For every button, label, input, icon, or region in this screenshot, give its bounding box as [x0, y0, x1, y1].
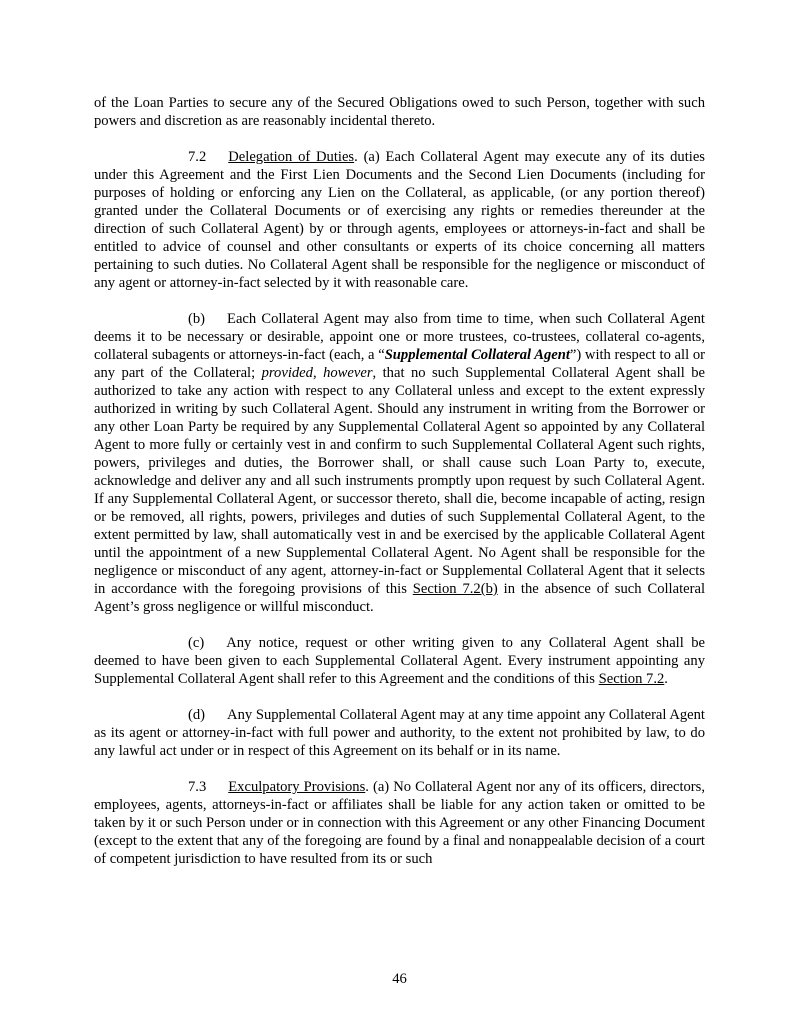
- document-page: [94, 94, 705, 886]
- subsection-label: (c): [188, 635, 205, 651]
- section-heading: Delegation of Duties: [228, 149, 355, 165]
- paragraph-text: .: [664, 671, 668, 687]
- paragraph-section-7-2-a: [94, 148, 705, 292]
- paragraph-section-7-3-a: [94, 778, 705, 868]
- section-text: . (a) Each Collateral Agent may execute any of its duties under this Agreement and the First Lien Documents and the Second Lien Documents (including for purposes of holding or enforcing any Lien on the Collateral, as applicable, (or any portion thereof) granted under the Collateral Documents or of exercising any rights or remedies thereunder at the direction of such Collateral Agent) by or through agents, employees or attorneys-in-fact and shall be entitled to advice of counsel and other consultants or experts of its choice concerning all matters pertaining to such duties. No Collateral Agent shall be responsible for the negligence or misconduct of any agent or attorney-in-fact selected by it with reasonable care.: [94, 149, 705, 291]
- paragraph-section-7-2-b: [94, 310, 705, 616]
- subsection-label: (b): [188, 311, 206, 327]
- paragraph-text: Any notice, request or other writing given to any Collateral Agent shall be deemed to have been given to each Supplemental Collateral Agent. Every instrument appointing any Supplemental Collateral Agent shall refer to this Agreement and the conditions of this: [94, 635, 705, 687]
- section-number: 7.2: [188, 149, 207, 165]
- section-text: . (a) No Collateral Agent nor any of its officers, directors, employees, agents, attorneys-in-fact or affiliates shall be liable for any action taken or omitted to be taken by it or such Person under or in connection with this Agreement or any other Financing Document (except to the extent that any of the foregoing are found by a final and nonappealable decision of a court of competent jurisdiction to have resulted from its or such: [94, 779, 705, 867]
- paragraph-section-7-2-d: [94, 706, 705, 760]
- section-heading: Exculpatory Provisions: [228, 779, 366, 795]
- proviso-term: however: [323, 365, 373, 381]
- page-number: 46: [392, 971, 407, 987]
- section-number: 7.3: [188, 779, 207, 795]
- paragraph-intro: [94, 94, 705, 130]
- subsection-label: (d): [188, 707, 206, 723]
- paragraph-text: Any Supplemental Collateral Agent may at any time appoint any Collateral Agent as its agent or attorney-in-fact with full power and authority, to the extent not prohibited by law, to do any lawful act under or in respect of this Agreement on its behalf or in its name.: [94, 707, 705, 759]
- proviso-term: provided: [261, 365, 313, 381]
- paragraph-text: ”) with respect to all or any part of the Collateral;: [94, 347, 705, 381]
- cross-reference: Section 7.2: [598, 671, 665, 687]
- cross-reference: Section 7.2(b): [412, 581, 498, 597]
- intro-text: of the Loan Parties to secure any of the Secured Obligations owed to such Person, together with such powers and discretion as are reasonably incidental thereto.: [94, 95, 705, 129]
- paragraph-text: , that no such Supplemental Collateral Agent shall be authorized to take any action with respect to any Collateral unless and except to the extent expressly authorized in writing by such Collateral Agent. Should any instrument in writing from the Borrower or any other Loan Party be required by any Supplemental Collateral Agent so appointed by any Collateral Agent to more fully or certainly vest in and confirm to such Supplemental Collateral Agent such rights, powers, privileges and duties, the Borrower shall, or shall cause such Loan Party to, execute, acknowledge and deliver any and all such instruments promptly upon request by such Collateral Agent. If any Supplemental Collateral Agent, or successor thereto, shall die, become incapable of acting, resign or be removed, all rights, powers, privileges and duties of such Supplemental Collateral Agent, to the extent permitted by law, shall automatically vest in and be exercised by the applicable Collateral Agent until the appointment of a new Supplemental Collateral Agent. No Agent shall be responsible for the negligence or misconduct of any agent, attorney-in-fact or Supplemental Collateral Agent that it selects in accordance with the foregoing provisions of this: [94, 365, 705, 597]
- paragraph-text: Each Collateral Agent may also from time to time, when such Collateral Agent deems it to be necessary or desirable, appoint one or more trustees, co-trustees, collateral co-agents, collateral subagents or attorneys-in-fact (each, a “: [94, 311, 705, 363]
- paragraph-text: in the absence of such Collateral Agent’s gross negligence or willful misconduct.: [94, 581, 706, 615]
- paragraph-text: ,: [312, 365, 324, 381]
- paragraph-section-7-2-c: [94, 634, 705, 688]
- defined-term: Supplemental Collateral Agent: [384, 347, 570, 363]
